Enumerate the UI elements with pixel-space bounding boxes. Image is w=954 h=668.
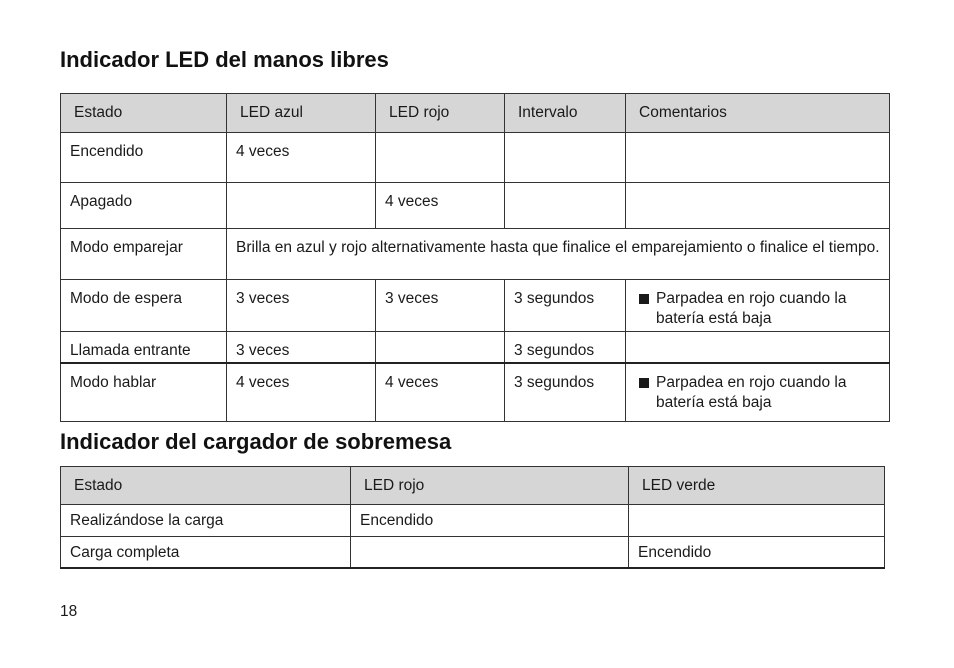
cell-led-rojo: 4 veces (376, 183, 505, 229)
cell-led-verde (629, 505, 885, 537)
cell-merged-description: Brilla en azul y rojo alternativamente hasta que finalice el emparejamiento o finalice el tiempo. (227, 229, 890, 280)
section-title-desktop-charger: Indicador del cargador de sobremesa (60, 429, 452, 454)
cell-estado: Modo emparejar (61, 229, 227, 280)
table-header-row (61, 94, 890, 133)
desktop-charger-table (60, 466, 885, 569)
table-row (61, 363, 890, 422)
cell-estado: Realizándose la carga (61, 505, 351, 537)
cell-comentarios (626, 332, 890, 363)
table-row (61, 332, 890, 363)
table-row (61, 505, 885, 537)
comment-text: Parpadea en rojo cuando la batería está baja (656, 373, 847, 411)
cell-led-rojo (376, 332, 505, 363)
table-row (61, 183, 890, 229)
table-row (61, 280, 890, 332)
cell-estado: Llamada entrante (61, 332, 227, 363)
cell-comentarios (626, 133, 890, 183)
column-header-led-azul: LED azul (227, 94, 376, 133)
cell-led-azul: 3 veces (227, 332, 376, 363)
page-number: 18 (60, 603, 78, 620)
cell-estado: Apagado (61, 183, 227, 229)
cell-led-rojo (376, 133, 505, 183)
section-title-led-handsfree: Indicador LED del manos libres (60, 47, 389, 72)
cell-intervalo (505, 133, 626, 183)
cell-led-rojo: Encendido (351, 505, 629, 537)
cell-led-azul: 3 veces (227, 280, 376, 332)
comment-text: Parpadea en rojo cuando la batería está baja (656, 290, 847, 327)
cell-led-rojo (351, 537, 629, 568)
cell-led-rojo: 4 veces (376, 363, 505, 422)
column-header-estado: Estado (61, 467, 351, 505)
table-row (61, 133, 890, 183)
cell-estado: Modo de espera (61, 280, 227, 332)
cell-intervalo: 3 segundos (505, 363, 626, 422)
cell-estado: Encendido (61, 133, 227, 183)
cell-led-rojo: 3 veces (376, 280, 505, 332)
column-header-led-verde: LED verde (629, 467, 885, 505)
square-bullet-icon (639, 294, 649, 304)
column-header-led-rojo: LED rojo (376, 94, 505, 133)
cell-led-azul: 4 veces (227, 133, 376, 183)
table-header-row (61, 467, 885, 505)
cell-led-azul (227, 183, 376, 229)
cell-intervalo: 3 segundos (505, 332, 626, 363)
table-row (61, 537, 885, 568)
column-header-comentarios: Comentarios (626, 94, 890, 133)
cell-comentarios (626, 280, 890, 332)
cell-intervalo (505, 183, 626, 229)
led-handsfree-table (60, 93, 890, 422)
column-header-estado: Estado (61, 94, 227, 133)
cell-comentarios (626, 183, 890, 229)
cell-comentarios (626, 363, 890, 422)
column-header-led-rojo: LED rojo (351, 467, 629, 505)
cell-led-verde: Encendido (629, 537, 885, 568)
cell-led-azul: 4 veces (227, 363, 376, 422)
table-row (61, 229, 890, 280)
cell-intervalo: 3 segundos (505, 280, 626, 332)
cell-estado: Carga completa (61, 537, 351, 568)
column-header-intervalo: Intervalo (505, 94, 626, 133)
square-bullet-icon (639, 378, 649, 388)
cell-estado: Modo hablar (61, 363, 227, 422)
